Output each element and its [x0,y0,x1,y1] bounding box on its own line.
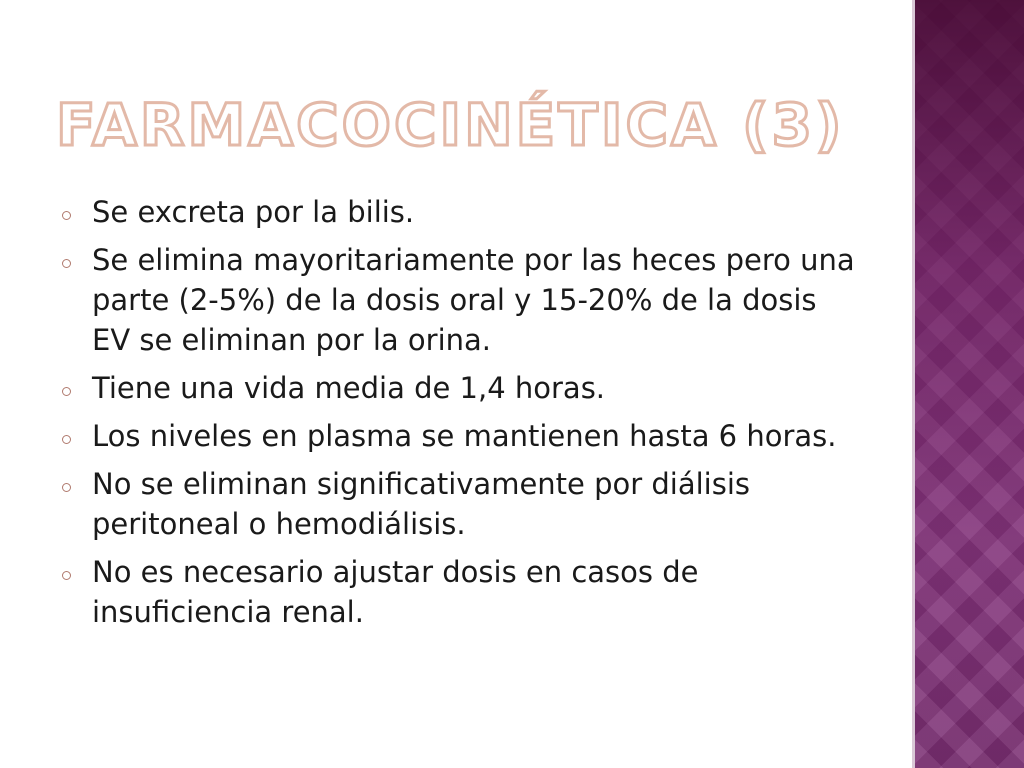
list-item [62,240,862,360]
list-item-text: Se excreta por la bilis. [92,195,415,229]
circle-bullet-icon [62,483,71,492]
list-item-text: Los niveles en plasma se mantienen hasta 6 horas. [92,419,837,453]
list-item-text: Se elimina mayoritariamente por las heces pero una parte (2-5%) de la dosis oral y 15-20% de la dosis EV se eliminan por la orina. [92,243,855,357]
list-item [62,552,862,632]
list-item [62,192,862,232]
circle-bullet-icon [62,259,71,268]
circle-bullet-icon [62,435,71,444]
bullet-list [62,192,862,640]
list-item-text: No se eliminan significativamente por diálisis peritoneal o hemodiálisis. [92,467,751,541]
list-item-text: No es necesario ajustar dosis en casos de insuficiencia renal. [92,555,699,629]
list-item [62,416,862,456]
circle-bullet-icon [62,571,71,580]
list-item [62,464,862,544]
slide-title: FARMACOCINÉTICA (3) [56,91,845,159]
list-item [62,368,862,408]
circle-bullet-icon [62,211,71,220]
circle-bullet-icon [62,387,71,396]
decorative-side-panel [912,0,1024,768]
list-item-text: Tiene una vida media de 1,4 horas. [92,371,606,405]
